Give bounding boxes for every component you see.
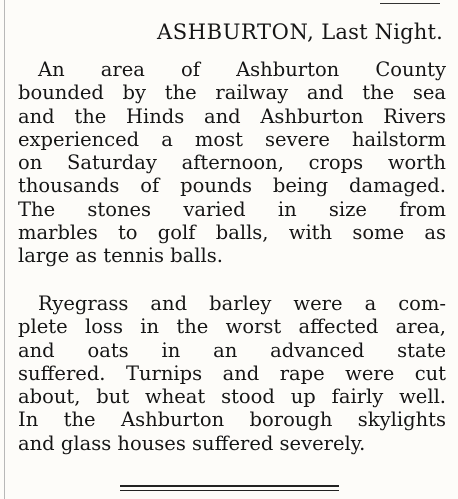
text-line: The stones varied in size from (18, 197, 446, 221)
text-line: about, but wheat stood up fairly well. (18, 385, 447, 409)
text-line: Ryegrass and barley were a com- (38, 292, 446, 315)
text-line: large as tennis balls. (18, 244, 223, 268)
end-rule (120, 485, 339, 487)
text-line: and glass houses suffered severely. (18, 431, 366, 455)
text-line: experienced a most severe hailstorm (18, 127, 446, 151)
text-line: bounded by the railway and the sea (18, 81, 446, 105)
article-headline (0, 20, 443, 44)
paragraph-2 (18, 292, 446, 455)
text-line: plete loss in the worst affected area, (18, 315, 446, 339)
text-line: and oats in an advanced state (18, 338, 446, 362)
text-line: suffered. Turnips and rape were cut (18, 361, 447, 385)
column-edge (4, 0, 5, 499)
headline-place: ASHBURTON, (157, 20, 315, 44)
end-rule-thin (120, 490, 339, 491)
text-line: thousands of pounds being damaged. (18, 174, 446, 198)
text-line: An area of Ashburton County (38, 58, 447, 81)
text-line: and the Hinds and Ashburton Rivers (18, 104, 447, 128)
headline-dateline: Last Night. (314, 20, 443, 44)
text-line: on Saturday afternoon, crops worth (18, 151, 446, 175)
paragraph-1 (18, 58, 446, 268)
top-rule (380, 3, 440, 4)
text-line: marbles to golf balls, with some as (18, 221, 446, 245)
text-line: In the Ashburton borough skylights (18, 408, 446, 432)
